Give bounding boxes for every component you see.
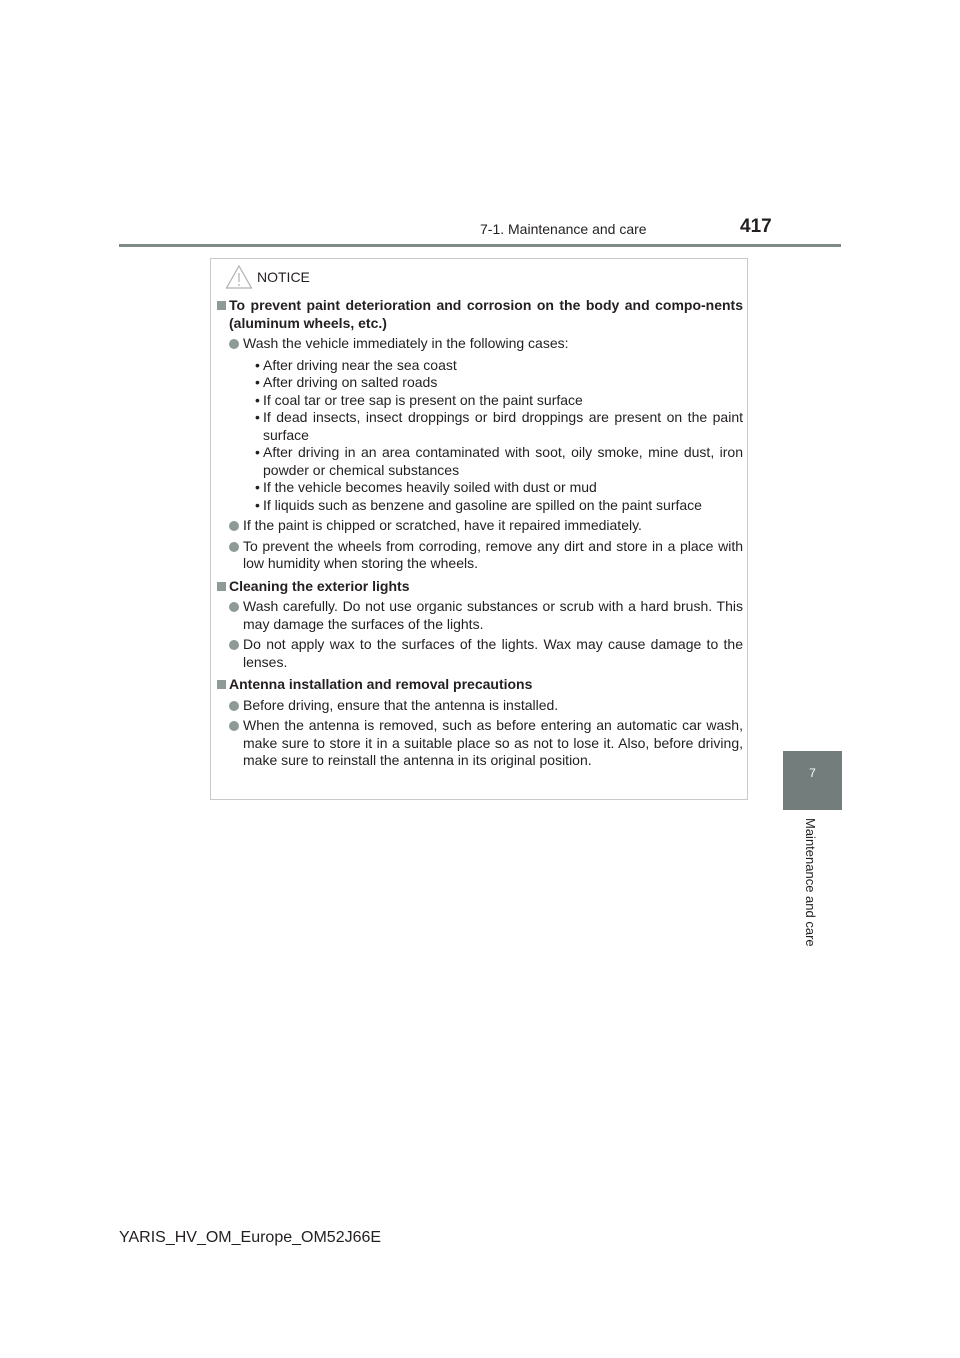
- list-item: [217, 598, 743, 633]
- sub-item: • After driving on salted roads: [255, 374, 743, 392]
- circle-bullet-icon: [229, 339, 239, 349]
- section-heading: [217, 578, 743, 596]
- section-heading: [217, 297, 743, 332]
- list-item: [217, 636, 743, 671]
- sub-item: • After driving in an area contaminated with soot, oily smoke, mine dust, iron powder or chemical substances: [255, 444, 743, 478]
- list-item-text: If the paint is chipped or scratched, have it repaired immediately.: [243, 517, 642, 533]
- notice-title: NOTICE: [257, 269, 310, 285]
- square-bullet-icon: [217, 582, 226, 591]
- section-heading-text: Cleaning the exterior lights: [229, 577, 410, 594]
- chapter-label: Maintenance and care: [803, 818, 818, 947]
- page-number: 417: [740, 216, 772, 237]
- sub-item-text: If dead insects, insect droppings or bird droppings are present on the paint surface: [263, 409, 743, 443]
- sub-item: • If dead insects, insect droppings or bird droppings are present on the paint surface: [255, 409, 743, 443]
- list-item: [217, 538, 743, 573]
- chapter-tab[interactable]: [783, 751, 842, 810]
- header-rule: [119, 244, 841, 247]
- circle-bullet-icon: [229, 701, 239, 711]
- circle-bullet-icon: [229, 602, 239, 612]
- square-bullet-icon: [217, 680, 226, 689]
- sub-item: • If liquids such as benzene and gasoline are spilled on the paint surface: [255, 497, 743, 515]
- sub-item: • If the vehicle becomes heavily soiled with dust or mud: [255, 479, 743, 497]
- chapter-number: 7: [809, 766, 816, 780]
- list-item: [217, 335, 743, 353]
- sub-item-text: After driving in an area contaminated with soot, oily smoke, mine dust, iron powder or chemical substances: [263, 444, 743, 478]
- circle-bullet-icon: [229, 542, 239, 552]
- section-heading: [217, 676, 743, 694]
- circle-bullet-icon: [229, 721, 239, 731]
- sub-item-text: After driving near the sea coast: [263, 356, 457, 373]
- list-item-text: Before driving, ensure that the antenna is installed.: [243, 696, 559, 713]
- list-item-text: Do not apply wax to the surfaces of the lights. Wax may cause damage to the lenses.: [243, 636, 743, 670]
- warning-triangle-icon: [225, 264, 253, 290]
- circle-bullet-icon: [229, 640, 239, 650]
- sub-item: • If coal tar or tree sap is present on the paint surface: [255, 392, 743, 410]
- list-item: [217, 517, 743, 535]
- list-item-text: Wash carefully. Do not use organic substances or scrub with a hard brush. This may damage the surfaces of the lights.: [243, 598, 743, 632]
- notice-body: [217, 297, 743, 770]
- section-heading-text: Antenna installation and removal precautions: [229, 676, 533, 692]
- notice-box: [210, 258, 748, 800]
- list-item-text: When the antenna is removed, such as before entering an automatic car wash, make sure to store it in a suitable place so as not to lose it. Also, before driving, make sure to reinstall the antenna in its original position.: [243, 717, 743, 768]
- document-code: YARIS_HV_OM_Europe_OM52J66E: [119, 1229, 382, 1246]
- list-item-text: To prevent the wheels from corroding, remove any dirt and store in a place with low humidity when storing the wheels.: [243, 537, 743, 571]
- section-heading-text: To prevent paint deterioration and corrosion on the body and compo-nents (aluminum wheels, etc.): [229, 297, 743, 331]
- sub-item: • After driving near the sea coast: [255, 357, 743, 375]
- section-title: 7-1. Maintenance and care: [480, 221, 647, 237]
- sub-item-text: If coal tar or tree sap is present on the paint surface: [263, 391, 583, 408]
- square-bullet-icon: [217, 301, 226, 310]
- list-item: [217, 697, 743, 715]
- list-item-text: Wash the vehicle immediately in the following cases:: [243, 335, 569, 351]
- sub-list: [217, 357, 743, 515]
- circle-bullet-icon: [229, 521, 239, 531]
- list-item: [217, 717, 743, 770]
- notice-header: [225, 263, 310, 291]
- sub-item-text: After driving on salted roads: [263, 374, 438, 390]
- sub-item-text: If the vehicle becomes heavily soiled with dust or mud: [263, 479, 597, 495]
- sub-item-text: If liquids such as benzene and gasoline are spilled on the paint surface: [263, 496, 702, 513]
